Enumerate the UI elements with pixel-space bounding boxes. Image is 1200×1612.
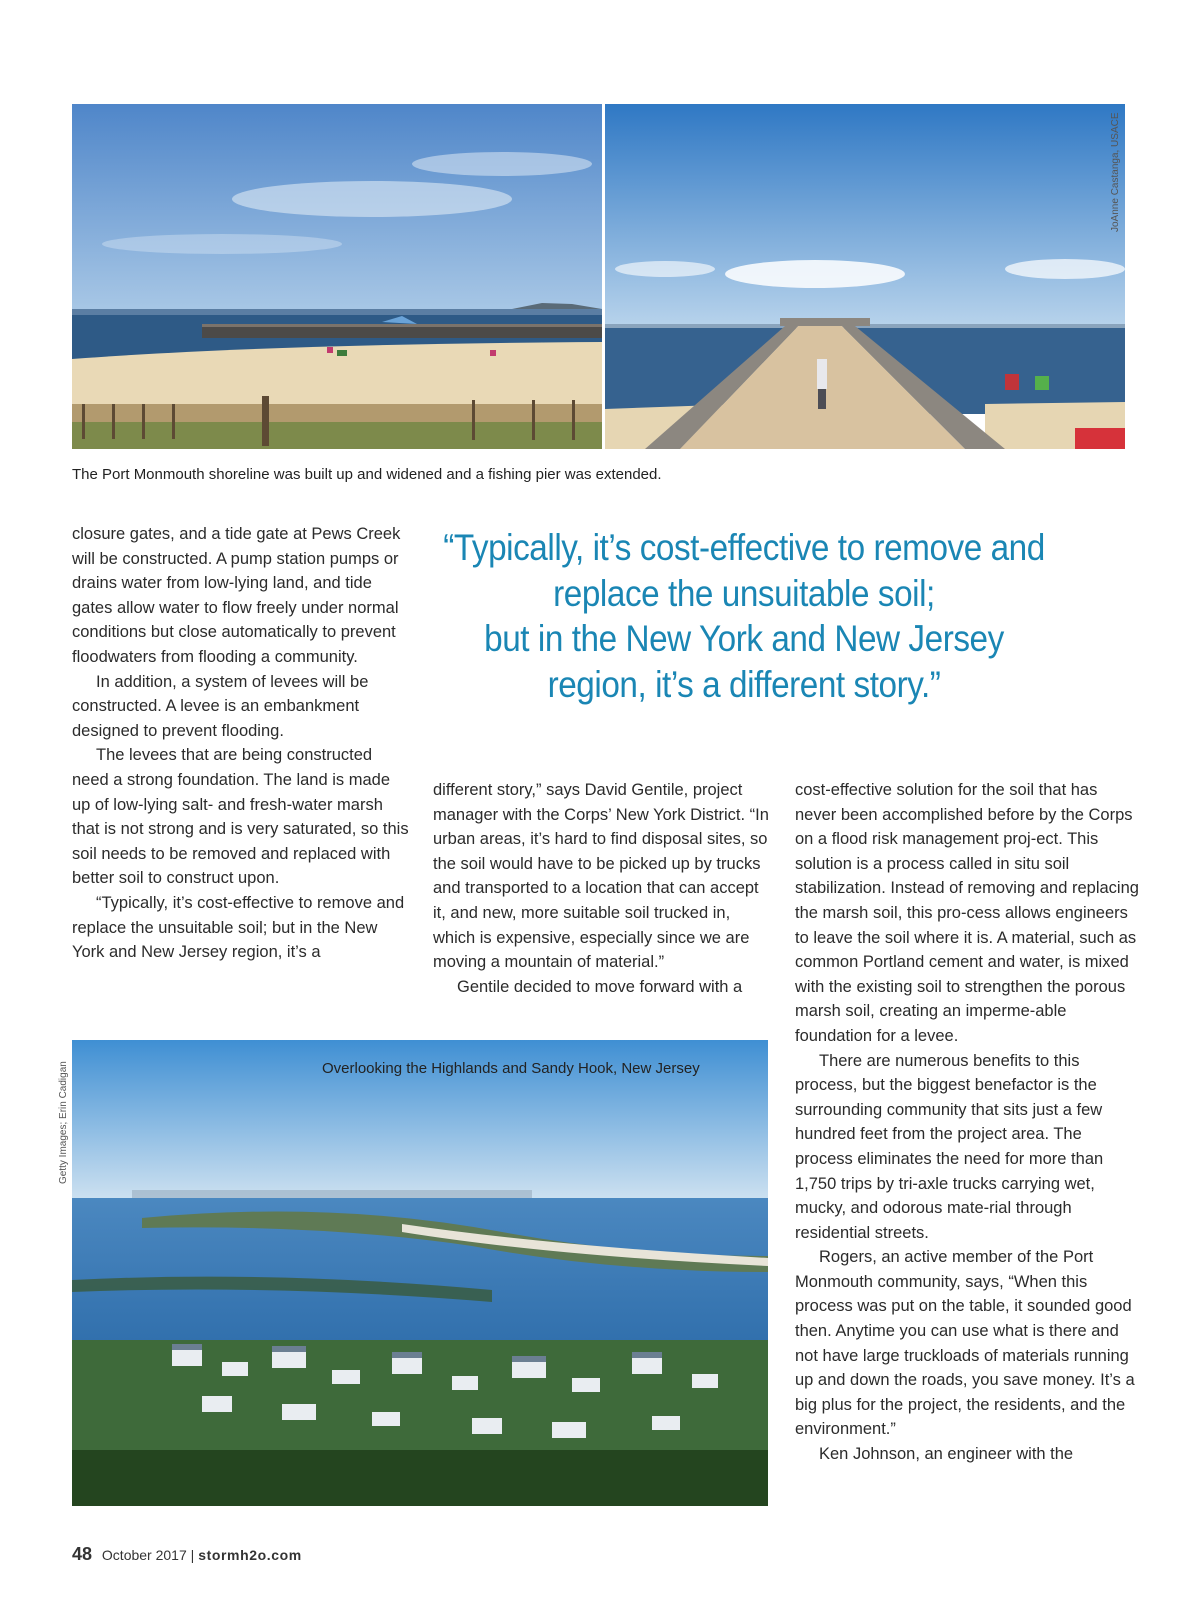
beach-boardwalk-icon — [72, 104, 602, 449]
issue-date: October 2017 — [101, 1547, 187, 1563]
beach-boardwalk-photo — [72, 104, 602, 449]
text-column-3 — [795, 778, 1140, 1467]
pull-quote — [438, 525, 1050, 707]
highlands-aerial-icon — [72, 1040, 768, 1506]
column3-paragraph-3: Rogers, an active member of the Port Monmouth community, says, “When this process was put on the table, it sounded good then. Anytime you can use what is there and not have large truckloads of materials running up and down the roads, you save money. It’s a big plus for the project, the residents, and the environment.” — [795, 1248, 1135, 1439]
pull-quote-line-1: “Typically, it’s cost-effective to remove and — [443, 527, 1045, 568]
bottom-photo-credit: Getty Images; Erin Cadigan — [58, 1061, 69, 1184]
column3-paragraph-4: Ken Johnson, an engineer with the — [819, 1445, 1074, 1464]
pull-quote-line-3: but in the New York and New Jersey — [484, 618, 1004, 659]
column1-paragraph-3: The levees that are being constructed need a strong foundation. The land is made up of low-lying salt- and fresh-water marsh that is not strong and is very saturated, so this soil needs to be removed and replaced with better soil to construct upon. — [72, 746, 409, 888]
bottom-photo-caption: Overlooking the Highlands and Sandy Hook, New Jersey — [322, 1060, 700, 1077]
top-photo-caption: The Port Monmouth shoreline was built up and widened and a fishing pier was extended. — [72, 466, 662, 483]
footer-separator: | — [190, 1547, 195, 1563]
column1-paragraph-4: “Typically, it’s cost-effective to remove and replace the unsuitable soil; but in the New York and New Jersey region, it’s a — [72, 893, 405, 962]
text-column-1 — [72, 522, 412, 965]
column3-paragraph-2: There are numerous benefits to this process, but the biggest benefactor is the surrounding community that sits just a few hundred feet from the project area. The process eliminates the need for more than 1,750 trips by tri-axle trucks carrying wet, mucky, and odorous mate-rial through residential streets. — [795, 1051, 1104, 1242]
pull-quote-line-4: region, it’s a different story.” — [547, 663, 941, 705]
text-column-2 — [433, 778, 771, 999]
page-footer — [72, 1544, 302, 1565]
pull-quote-line-2: replace the unsuitable soil; — [553, 572, 935, 614]
column2-paragraph-2: Gentile decided to move forward with a — [457, 977, 743, 996]
site-url: stormh2o.com — [198, 1547, 302, 1563]
column3-paragraph-1: cost-effective solution for the soil that has never been accomplished before by the Corps on a flood risk management proj-ect. This solution is a process called in situ soil stabilization. Instead of removing and replacing the marsh soil, this pro-cess allows engineers to leave the soil where it is. A material, such as common Portland cement and water, is mixed with the existing soil to strengthen the porous marsh soil, creating an imperme-able foundation for a levee. — [795, 781, 1139, 1045]
column2-paragraph-1: different story,” says David Gentile, project manager with the Corps’ New York District. “In urban areas, it’s hard to find disposal sites, so the soil would have to be picked up by trucks and transported to a location that can accept it, and new, more suitable soil trucked in, which is expensive, especially since we are moving a mountain of material.” — [433, 781, 769, 972]
column1-paragraph-2: In addition, a system of levees will be constructed. A levee is an embankment designed to prevent flooding. — [72, 672, 369, 740]
column1-paragraph-1: closure gates, and a tide gate at Pews Creek will be constructed. A pump station pumps or drains water from low-lying land, and tide gates allow water to flow freely under normal conditions but close automatically to prevent floodwaters from flooding a community. — [72, 525, 401, 666]
fishing-pier-icon — [605, 104, 1125, 449]
highlands-aerial-photo — [72, 1040, 768, 1506]
top-photo-credit: JoAnne Castanga, USACE — [1110, 112, 1121, 232]
page-number: 48 — [72, 1544, 93, 1564]
fishing-pier-photo — [605, 104, 1125, 449]
